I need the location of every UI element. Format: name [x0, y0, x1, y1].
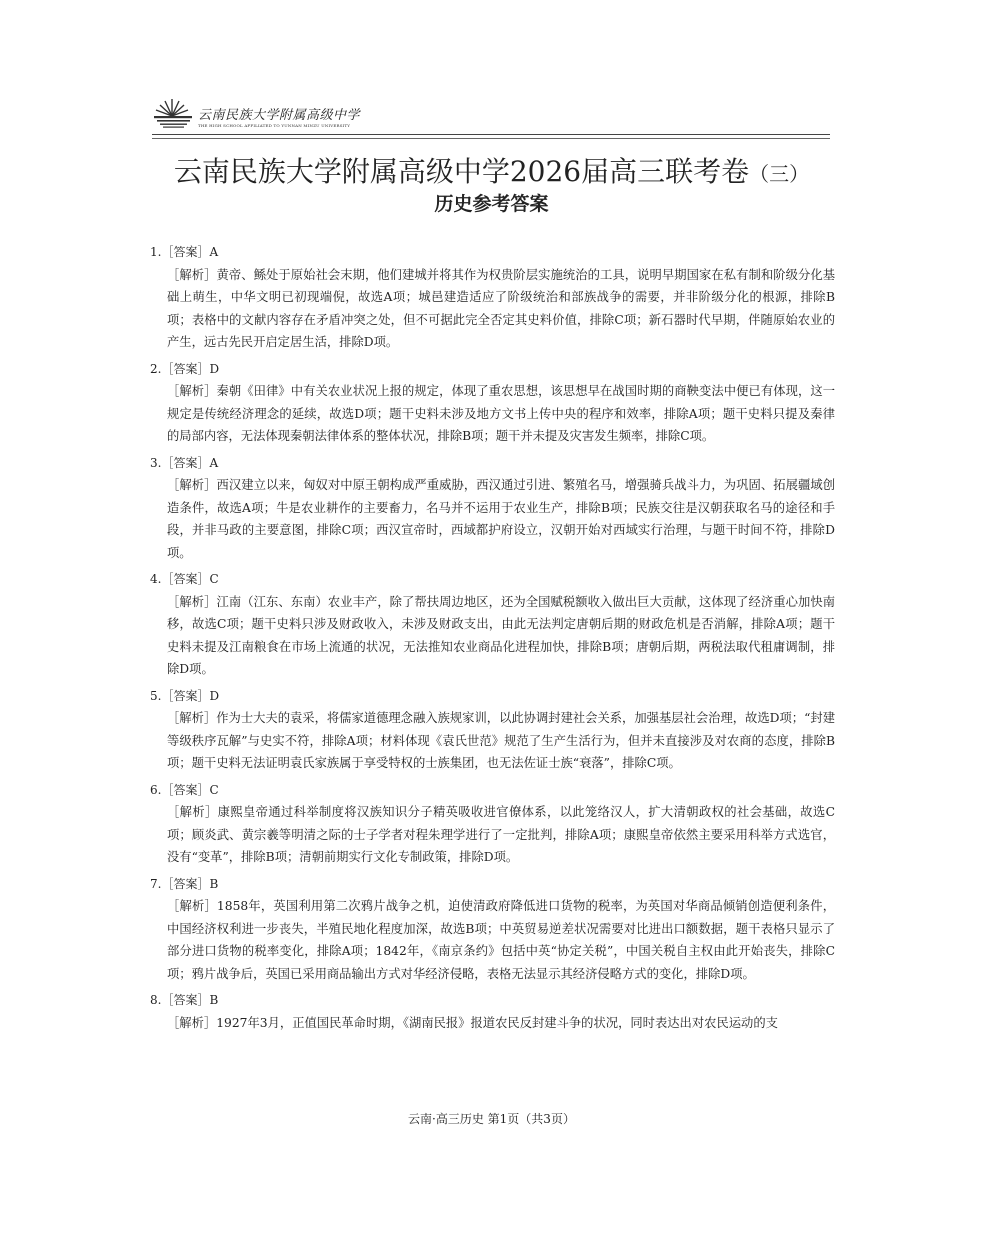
- question-item: [150, 873, 835, 986]
- header-rule: [152, 134, 830, 135]
- answer-line: 2.［答案］D: [150, 361, 220, 376]
- question-item: [150, 779, 835, 869]
- question-item: [150, 568, 835, 681]
- explanation-text: ［解析］1927年3月，正值国民革命时期，《湖南民报》报道农民反封建斗争的状况，同时表达出对农民运动的支: [167, 1015, 778, 1030]
- question-item: [150, 989, 835, 1034]
- answer-line: 6.［答案］C: [150, 782, 219, 797]
- logo-text-en: THE HIGH SCHOOL AFFILIATED TO YUNNAN MINZU UNIVERSITY: [198, 123, 351, 128]
- title-main: 云南民族大学附属高级中学2026届高三联考卷: [173, 155, 750, 188]
- explanation-text: ［解析］秦朝《田律》中有关农业状况上报的规定，体现了重农思想，该思想早在战国时期的商鞅变法中便已有体现，这一规定是传统经济理念的延续，故选D项；题干史料未涉及地方文书上传中央的程序和效率，排除A项；题干史料只提及秦律的局部内容，无法体现秦朝法律体系的整体状况，排除B项；题干并未提及灾害发生频率，排除C项。: [167, 384, 835, 443]
- page-title: [0, 150, 983, 190]
- title-suffix: （三）: [749, 162, 810, 186]
- answer-line: 4.［答案］C: [150, 572, 219, 586]
- answer-line: 1.［答案］A: [150, 245, 219, 259]
- explanation-text: ［解析］1858年，英国利用第二次鸦片战争之机，迫使清政府降低进口货物的税率，为英国对华商品倾销创造便利条件，中国经济权利进一步丧失，半殖民地化程度加深，故选B项；中英贸易逆差状况需要对比进出口额数据，题干表格只显示了部分进口货物的税率变化，排除A项；1842年，《南京条约》包括中英“协定关税”，中国关税自主权由此开始丧失，排除C项；鸦片战争后，英国已采用商品输出方式对华经济侵略，表格无法显示其经济侵略方式的变化，排除D项。: [167, 899, 835, 981]
- school-logo: [152, 96, 372, 132]
- question-item: [150, 358, 835, 448]
- question-item: [150, 685, 835, 775]
- explanation-text: ［解析］江南（江东、东南）农业丰产，除了帮扶周边地区，还为全国赋税额收入做出巨大贡献，这体现了经济重心加快南移，故选C项；题干史料只涉及财政收入，未涉及财政支出，由此无法判定唐朝后期的财政危机是否消解，排除A项；题干史料未提及江南粮食在市场上流通的状况，无法推知农业商品化进程加快，排除B项；唐朝后期，两税法取代租庸调制，排除D项。: [167, 594, 835, 676]
- answer-list: [150, 241, 835, 1038]
- explanation-text: ［解析］西汉建立以来，匈奴对中原王朝构成严重威胁，西汉通过引进、繁殖名马，增强骑兵战斗力，为巩固、拓展疆域创造条件，故选A项；牛是农业耕作的主要畜力，名马并不运用于农业生产，排除B项；民族交往是汉朝获取名马的途径和手段，并非马政的主要意图，排除C项；西汉宣帝时，西域都护府设立，汉朝开始对西域实行治理，与题干时间不符，排除D项。: [167, 478, 835, 560]
- school-emblem-icon: [152, 96, 196, 130]
- explanation-text: ［解析］康熙皇帝通过科举制度将汉族知识分子精英吸收进官僚体系，以此笼络汉人，扩大清朝政权的社会基础，故选C项；顾炎武、黄宗羲等明清之际的士子学者对程朱理学进行了一定批判，排除A项；康熙皇帝依然主要采用科举方式选官，没有“变革”，排除B项；清朝前期实行文化专制政策，排除D项。: [167, 805, 835, 864]
- page-subtitle: 历史参考答案: [434, 193, 549, 215]
- explanation-text: ［解析］作为士大夫的袁采，将儒家道德理念融入族规家训，以此协调封建社会关系，加强基层社会治理，故选D项；“封建等级秩序瓦解”与史实不符，排除A项；材料体现《袁氏世范》规范了生产生活行为，但并未直接涉及对农商的态度，排除B项；题干史料无法证明袁氏家族属于享受特权的士族集团，也无法佐证士族“衰落”，排除C项。: [167, 711, 835, 770]
- page-footer: 云南·高三历史 第1页（共3页）: [408, 1112, 575, 1126]
- question-item: [150, 452, 835, 565]
- answer-line: 5.［答案］D: [150, 688, 220, 703]
- question-item: [150, 241, 835, 354]
- answer-line: 3.［答案］A: [150, 455, 219, 470]
- logo-text-cn: 云南民族大学附属高级中学: [198, 108, 361, 123]
- explanation-text: ［解析］黄帝、鲧处于原始社会末期，他们建城并将其作为权贵阶层实施统治的工具，说明早期国家在私有制和阶级分化基础上萌生，中华文明已初现端倪，故选A项；城邑建造适应了阶级统治和部族战争的需要，并非阶级分化的根源，排除B项；表格中的文献内容存在矛盾冲突之处，但不可据此完全否定其史料价值，排除C项；新石器时代早期，伴随原始农业的产生，远古先民开启定居生活，排除D项。: [167, 267, 835, 349]
- answer-line: 7.［答案］B: [150, 876, 219, 891]
- header-rule-thin: [152, 138, 830, 139]
- answer-line: 8.［答案］B: [150, 993, 219, 1007]
